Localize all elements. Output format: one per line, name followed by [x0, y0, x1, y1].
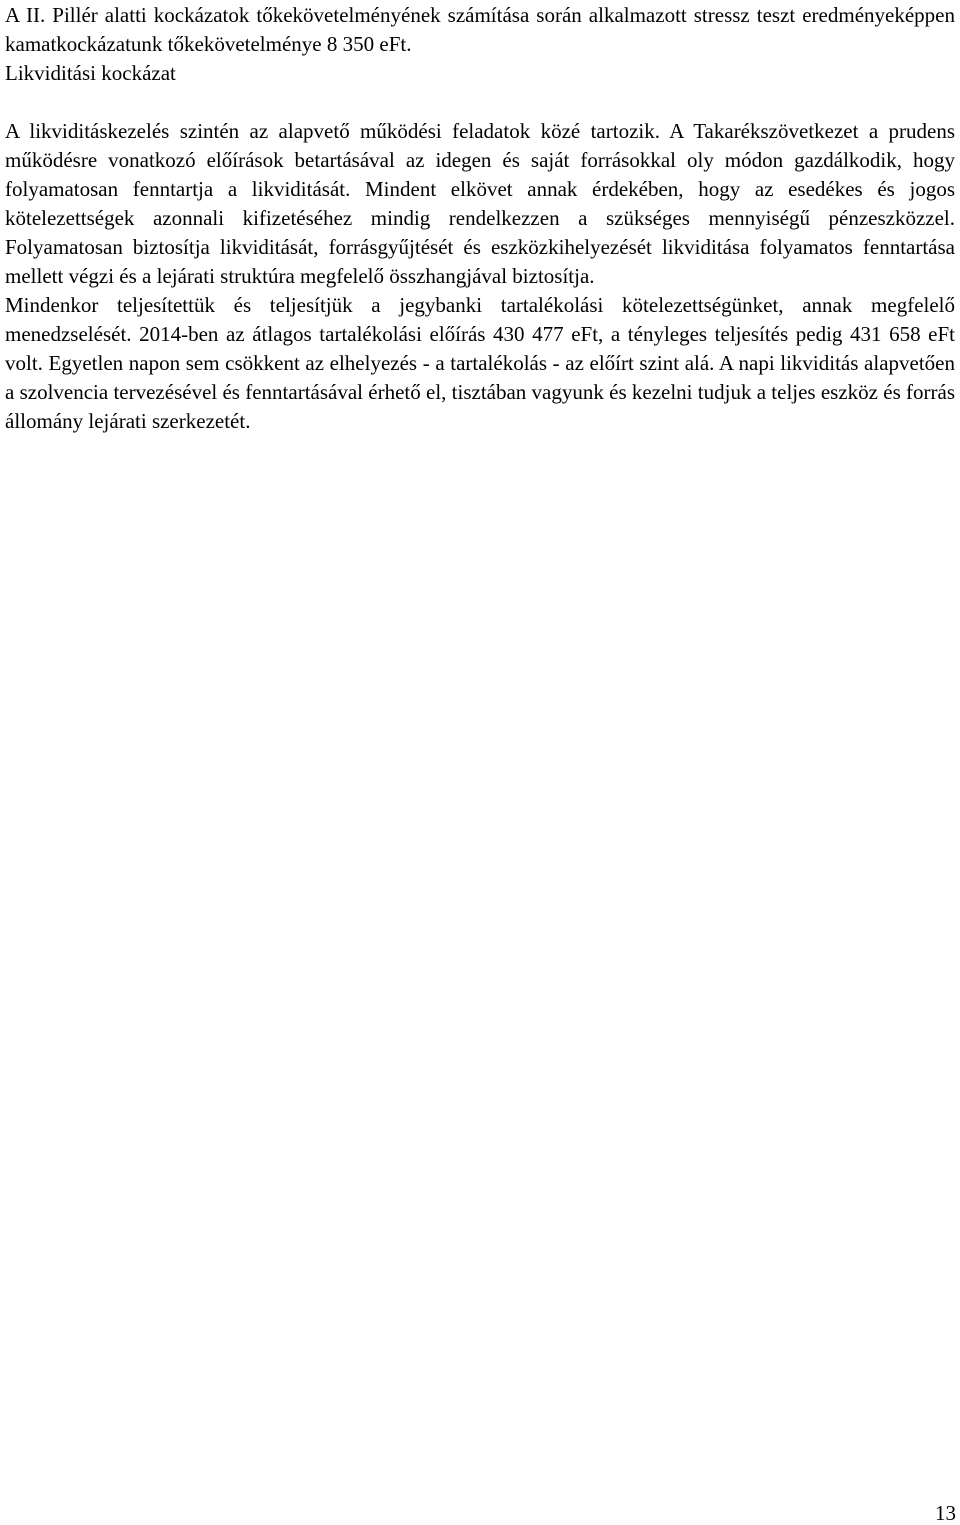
paragraph-liquidity-management: A likviditáskezelés szintén az alapvető működési feladatok közé tartozik. A Takarékszövetkezet a prudens működésre vonatkozó előírások betartásával az idegen és saját forrásokkal oly módon gazdálkodik, hogy folyamatosan fenntartja a likviditását. Mindent elkövet annak érdekében, hogy az esedékes és jogos kötelezettségek azonnali kifizetéséhez mindig rendelkezzen a szükséges mennyiségű pénzeszközzel. Folyamatosan biztosítja likviditását, forrásgyűjtését és eszközkihelyezését likviditása folyamatos fenntartása mellett végzi és a lejárati struktúra megfelelő összhangjával biztosítja.: [5, 119, 955, 288]
section-heading-liquidity-risk: Likviditási kockázat: [5, 61, 176, 85]
paragraph-reserve-requirement: Mindenkor teljesítettük és teljesítjük a jegybanki tartalékolási kötelezettségünket, annak megfelelő menedzselését. 2014-ben az átlagos tartalékolási előírás 430 477 eFt, a tényleges teljesítés pedig 431 658 eFt volt. Egyetlen napon sem csökkent az elhelyezés - a tartalékolás - az előírt szint alá. A napi likviditás alapvetően a szolvencia tervezésével és fenntartásával érhető el, tisztában vagyunk és kezelni tudjuk a teljes eszköz és forrás állomány lejárati szerkezetét.: [5, 293, 955, 433]
document-body: [5, 1, 955, 436]
page-number: 13: [935, 1501, 956, 1525]
paragraph-interest-rate-risk: A II. Pillér alatti kockázatok tőkekövetelményének számítása során alkalmazott stressz teszt eredményeképpen kamatkockázatunk tőkekövetelménye 8 350 eFt.: [5, 3, 955, 56]
